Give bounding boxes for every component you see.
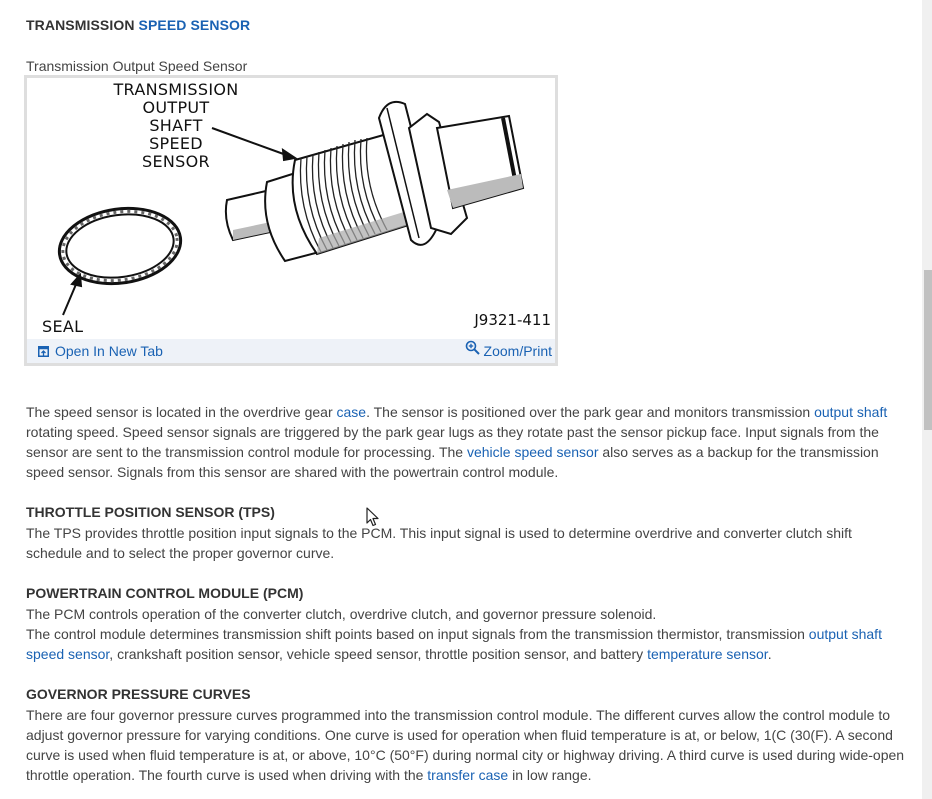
sensor-label-line: SHAFT [149, 116, 203, 135]
scrollbar-thumb[interactable] [924, 270, 932, 430]
paragraph-text: The control module determines transmission shift points based on input signals from the transmission thermistor, transmission [26, 626, 809, 642]
seal-label: SEAL [42, 317, 84, 336]
figure-id-label: J9321-411 [474, 311, 551, 329]
case-link[interactable]: case [336, 404, 367, 420]
paragraph-text: also serves as a backup for the transmission speed sensor. Signals from this sensor are shared with the powertrain control module. [26, 444, 879, 480]
tps-heading: THROTTLE POSITION SENSOR (TPS) [26, 504, 275, 520]
output-shaft-speed-sensor-link[interactable]: output shaft speed sensor [26, 626, 882, 662]
seal-arrow [63, 275, 81, 315]
sensor-label [109, 81, 243, 171]
transfer-case-link[interactable]: transfer case [427, 767, 509, 783]
page-title-text: TRANSMISSION [26, 17, 139, 33]
zoom-in-icon [465, 340, 481, 356]
figure-caption: Transmission Output Speed Sensor [26, 58, 248, 74]
governor-heading: GOVERNOR PRESSURE CURVES [26, 686, 251, 702]
sensor-label-line: TRANSMISSION [113, 80, 239, 99]
sensor-label-line: SENSOR [142, 152, 210, 171]
tps-paragraph: The TPS provides throttle position input signals to the PCM. This input signal is used to determine overdrive and converter clutch shift schedule and to select the proper governor curve. [26, 525, 852, 561]
speed-sensor-paragraph [26, 402, 906, 482]
sensor-figure [24, 75, 558, 366]
paragraph-text: The speed sensor is located in the overdrive gear [26, 404, 337, 420]
figure-footer [27, 339, 555, 363]
vehicle-speed-sensor-link[interactable]: vehicle speed sensor [466, 444, 599, 460]
paragraph-text: , crankshaft position sensor, vehicle speed sensor, throttle position sensor, and battery [109, 646, 648, 662]
governor-paragraph [26, 705, 906, 785]
sensor-label-line: OUTPUT [142, 98, 210, 117]
open-in-new-tab-link[interactable] [38, 343, 163, 359]
zoom-print-link[interactable] [465, 343, 552, 359]
sensor-illustration [27, 78, 555, 339]
zoom-print-label: Zoom/Print [483, 343, 552, 359]
paragraph-text: There are four governor pressure curves programmed into the transmission control module. The different curves allow the control module to adjust governor pressure for varying conditions. One curve is used for operation when fluid temperature is at, or below, 1(C (30(F). A second curve is used when fluid temperature is at, or above, 10°C (50°F) during normal city or highway driving. A third curve is used during wide-open throttle operation. The fourth curve is used when driving with the [26, 707, 905, 783]
open-new-tab-icon [38, 346, 49, 357]
output-shaft-link[interactable]: output shaft [814, 404, 888, 420]
paragraph-text: . [767, 646, 772, 662]
temperature-sensor-link[interactable]: temperature sensor [647, 646, 768, 662]
pcm-paragraph-2 [26, 624, 906, 664]
pcm-heading: POWERTRAIN CONTROL MODULE (PCM) [26, 585, 304, 601]
mouse-cursor-icon [366, 507, 380, 527]
open-in-new-tab-label: Open In New Tab [55, 343, 163, 359]
page-title [26, 17, 250, 33]
seal-ring [54, 201, 185, 291]
pcm-paragraph-1: The PCM controls operation of the converter clutch, overdrive clutch, and governor pressure solenoid. [26, 606, 657, 622]
speed-sensor-title-link[interactable]: SPEED SENSOR [138, 17, 251, 33]
paragraph-text: in low range. [508, 767, 592, 783]
sensor-body [226, 102, 523, 261]
sensor-label-line: SPEED [149, 134, 203, 153]
paragraph-text: rotating speed. Speed sensor signals are triggered by the park gear lugs as they rotate past the sensor pickup face. Input signals from the sensor are sent to the transmission control module for processing. The [26, 424, 879, 460]
paragraph-text: . The sensor is positioned over the park gear and monitors transmission [366, 404, 815, 420]
